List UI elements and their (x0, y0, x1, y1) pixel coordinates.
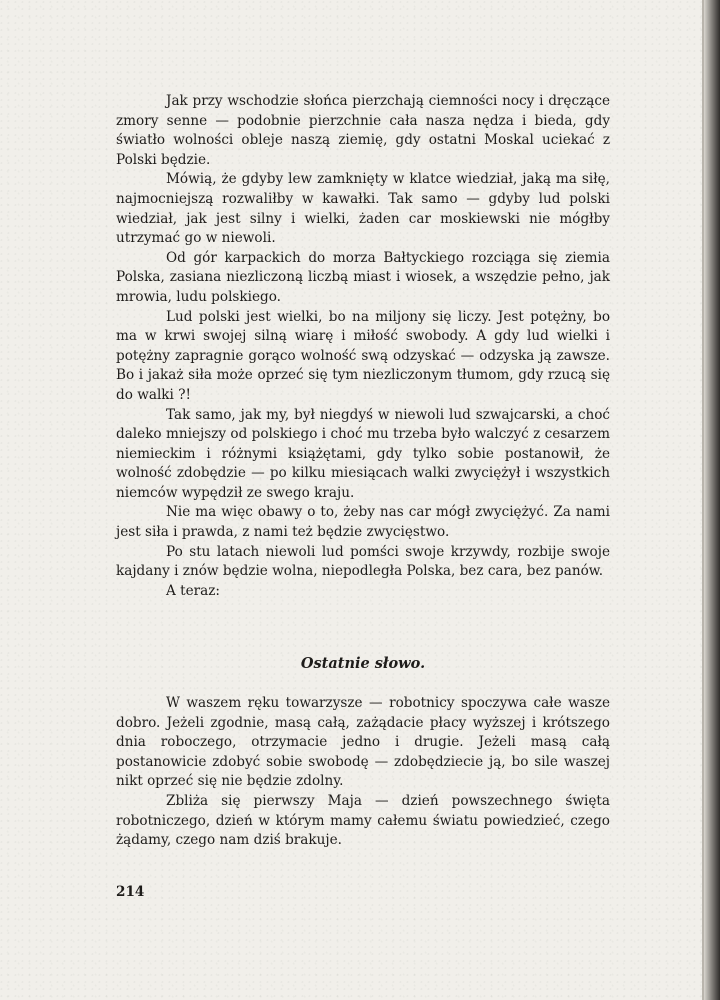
main-text (116, 92, 610, 601)
paragraph-2: Mówią, że gdyby lew zamknięty w klatce wiedział, jaką ma siłę, najmocniejszą rozwaliłby w kawałki. Tak samo — gdyby lud polski wiedział, jak jest silny i wielki, żaden car moskiewski nie mógłby utrzymać go w niewoli. (116, 171, 610, 247)
section-paragraph-1: W waszem ręku towarzysze — robotnicy spoczywa całe wasze dobro. Jeżeli zgodnie, masą całą, zażądacie płacy wyższej i krótszego dnia roboczego, otrzymacie jedno i drugie. Jeżeli masą całą postanowicie zdobyć sobie swobodę — zdobędziecie ją, bo sile waszej nikt oprzeć się nie będzie zdolny. (116, 695, 610, 790)
page-number: 214 (116, 884, 145, 900)
section-text (116, 694, 610, 851)
paragraph-4: Lud polski jest wielki, bo na miljony się liczy. Jest potężny, bo ma w krwi swojej silną wiarę i miłość swobody. A gdy lud wielki i potężny zapragnie gorąco wolność swą odzyskać — odzyska ją zawsze. Bo i jakaż siła może oprzeć się tym niezliczonym tłumom, gdy rzucą się do walki ?! (116, 308, 610, 403)
paragraph-8: A teraz: (166, 582, 220, 599)
paragraph-6: Nie ma więc obawy o to, żeby nas car mógł zwyciężyć. Za nami jest siła i prawda, z nami też będzie zwycięstwo. (116, 504, 610, 541)
paragraph-5: Tak samo, jak my, był niegdyś w niewoli lud szwajcarski, a choć daleko mniejszy od polskiego i choć mu trzeba było walczyć z cesarzem niemieckim i różnymi książętami, gdy tylko sobie postanowił, że wolność zdobędzie — po kilku miesiącach walki zwyciężył i wszystkich niemców wypędził ze swego kraju. (116, 406, 610, 501)
section-heading: Ostatnie słowo. (300, 655, 426, 672)
section-paragraph-2: Zbliża się pierwszy Maja — dzień powszechnego święta robotniczego, dzień w którym mamy całemu światu powiedzieć, czego żądamy, czego nam dziś brakuje. (116, 792, 610, 849)
paragraph-7: Po stu latach niewoli lud pomści swoje krzywdy, rozbije swoje kajdany i znów będzie wolna, niepodległa Polska, bez cara, bez panów. (116, 543, 610, 580)
book-spine (704, 0, 720, 1000)
paragraph-3: Od gór karpackich do morza Bałtyckiego rozciąga się ziemia Polska, zasiana niezliczoną liczbą miast i wiosek, a wszędzie pełno, jak mrowia, ludu polskiego. (116, 249, 610, 305)
paragraph-1: Jak przy wschodzie słońca pierzchają ciemności nocy i dręczące zmory senne — podobnie pierzchnie cała nasza nędza i bieda, gdy światło wolności obleje naszą ziemię, gdy ostatni Moskal uciekać z Polski będzie. (116, 93, 610, 168)
